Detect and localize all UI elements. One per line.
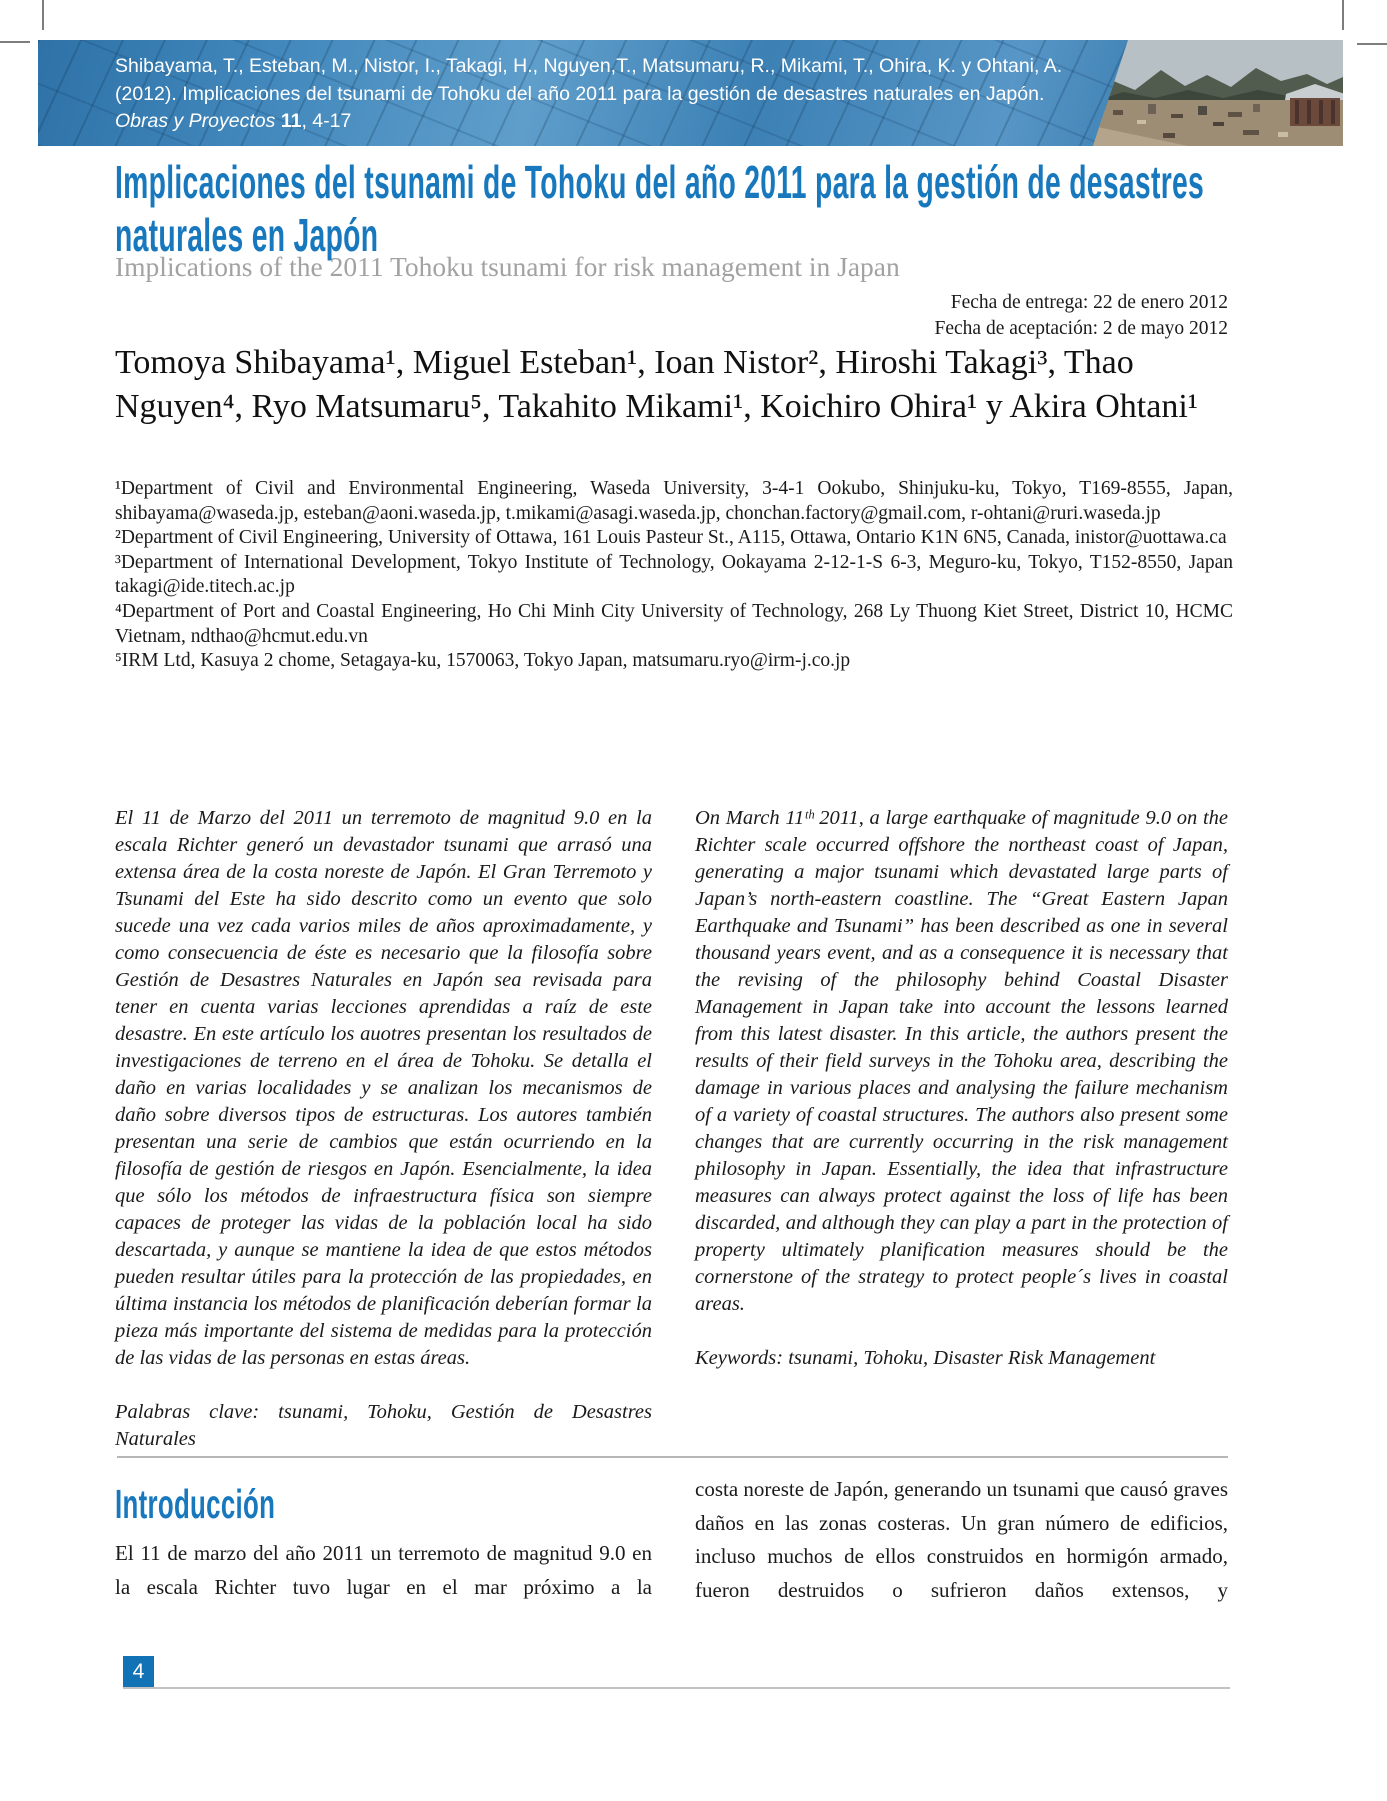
citation-volume: 11 bbox=[280, 110, 302, 132]
article-title-english: Implications of the 2011 Tohoku tsunami for risk management in Japan bbox=[115, 251, 900, 282]
section-divider-rule bbox=[117, 1456, 1228, 1458]
affiliation-item: ¹Department of Civil and Environmental Engineering, Waseda University, 3-4-1 Ookubo, Shinjuku-ku, Tokyo, T169-8555, Japan, shibayama@waseda.jp, esteban@aoni.waseda.jp, t.mikami@asagi.waseda.jp, chonchan.factory@gmail.com, r-ohtani@ruri.waseda.jp bbox=[115, 478, 1233, 524]
affiliations-block bbox=[115, 477, 1233, 674]
authors-line: Tomoya Shibayama¹, Miguel Esteban¹, Ioan Nistor², Hiroshi Takagi³, Thao Nguyen⁴, Ryo Matsumaru⁵, Takahito Mikami¹, Koichiro Ohira¹ y Akira Ohtani¹ bbox=[115, 344, 1198, 425]
introduction-paragraph-right-column: costa noreste de Japón, generando un tsunami que causó graves daños en las zonas costeras. Un gran número de edificios, incluso muchos de ellos construidos en hormigón armado, fueron destruidos o sufrieron daños extensos, y bbox=[695, 1477, 1228, 1602]
keywords-spanish: Palabras clave: tsunami, Tohoku, Gestión de Desastres Naturales bbox=[115, 1401, 652, 1450]
introduction-heading: Introducción bbox=[115, 1481, 276, 1527]
citation-pages: , 4-17 bbox=[301, 110, 352, 132]
keywords-english: Keywords: tsunami, Tohoku, Disaster Risk Management bbox=[695, 1347, 1156, 1369]
abstract-spanish bbox=[115, 805, 652, 1453]
affiliation-item: ⁵IRM Ltd, Kasuya 2 chome, Setagaya-ku, 1570063, Tokyo Japan, matsumaru.ryo@irm-j.co.jp bbox=[115, 650, 851, 672]
footer-rule bbox=[123, 1687, 1230, 1689]
abstract-english-text: On March 11ᵗʰ 2011, a large earthquake of magnitude 9.0 on the Richter scale occurred offshore the northeast coast of Japan, generating a major tsunami which devastated large parts of Japan’s north-eastern coastline. The “Great Eastern Japan Earthquake and Tsunami” has been described as one in several thousand years event, and as a consequence it is necessary that the revising of the philosophy behind Coastal Disaster Management in Japan take into account the lessons learned from this latest disaster. In this article, the authors present the results of their field surveys in the Tohoku area, describing the damage in various places and analysing the failure mechanism of a variety of coastal structures. The authors also present some changes that are currently occurring in the risk management philosophy in Japan. Essentially, the idea that infrastructure measures can always protect against the loss of life has been discarded, and although they can play a part in the protection of property ultimately planification measures should be the cornerstone of the strategy to protect people´s lives in coastal areas. bbox=[695, 807, 1228, 1315]
citation-banner bbox=[38, 40, 1343, 146]
page-number-badge: 4 bbox=[123, 1656, 154, 1687]
tsunami-debris-photo bbox=[1093, 40, 1343, 146]
citation-journal-name: Obras y Proyectos bbox=[115, 110, 281, 132]
crop-mark-top-left-vertical bbox=[42, 0, 44, 30]
affiliation-item: ⁴Department of Port and Coastal Engineering, Ho Chi Minh City University of Technology, 268 Ly Thuong Kiet Street, District 10, HCMC Vietnam, ndthao@hcmut.edu.vn bbox=[115, 600, 1233, 647]
date-received: Fecha de entrega: 22 de enero 2012 bbox=[950, 292, 1228, 313]
affiliation-item: ²Department of Civil Engineering, University of Ottawa, 161 Louis Pasteur St., A115, Ottawa, Ontario K1N 6N5, Canada, inistor@uottawa.ca bbox=[115, 527, 1227, 549]
date-accepted: Fecha de aceptación: 2 de mayo 2012 bbox=[934, 318, 1228, 339]
crop-mark-top-right-horizontal bbox=[1357, 43, 1387, 45]
introduction-paragraph-left-column: El 11 de marzo del año 2011 un terremoto de magnitud 9.0 en la escala Richter tuvo lugar en el mar próximo a la bbox=[115, 1541, 652, 1599]
submission-dates bbox=[700, 290, 1228, 342]
abstract-english bbox=[695, 805, 1228, 1372]
citation-authors: Shibayama, T., Esteban, M., Nistor, I., Takagi, H., Nguyen,T., Matsumaru, R., Mikami, T., Ohira, K. y Ohtani, A. (2012). Implicaciones del tsunami de Tohoku del año 2011 para la gestión de desastres naturales en Japón. bbox=[115, 55, 1063, 105]
citation-text bbox=[115, 53, 1073, 136]
crop-mark-top-left-horizontal bbox=[0, 41, 30, 43]
abstract-spanish-text: El 11 de Marzo del 2011 un terremoto de magnitud 9.0 en la escala Richter generó un devastador tsunami que arrasó una extensa área de la costa noreste de Japón. El Gran Terremoto y Tsunami del Este ha sido descrito como un evento que solo sucede una vez cada varios miles de años aproximadamente, y como consecuencia de éste es necesario que la filosofía sobre Gestión de Desastres Naturales en Japón sea revisada para tener en cuenta varias lecciones aprendidas a raíz de este desastre. En este artículo los auotres presentan los resultados de investigaciones de terreno en el área de Tohoku. Se detalla el daño en varias localidades y se analizan los mecanismos de daño sobre diversos tipos de estructuras. Los autores también presentan una serie de cambios que están ocurriendo en la filosofía de gestión de riesgos en Japón. Esencialmente, la idea que sólo los métodos de infraestructura física son siempre capaces de proteger las vidas de la población local ha sido descartada, y aunque se mantiene la idea de que estos métodos pueden resultar útiles para la protección de las propiedades, en última instancia los métodos de planificación deberían formar la pieza más importante del sistema de medidas para la protección de las vidas de las personas en estas áreas. bbox=[115, 807, 652, 1369]
crop-mark-top-right-vertical bbox=[1342, 0, 1344, 30]
article-title-spanish: Implicaciones del tsunami de Tohoku del año 2011 para la gestión de desastres naturales en Japón bbox=[115, 156, 1205, 261]
affiliation-item: ³Department of International Development, Tokyo Institute of Technology, Ookayama 2-12-1-S 6-3, Meguro-ku, Tokyo, T152-8550, Japan takagi@ide.titech.ac.jp bbox=[115, 551, 1233, 598]
